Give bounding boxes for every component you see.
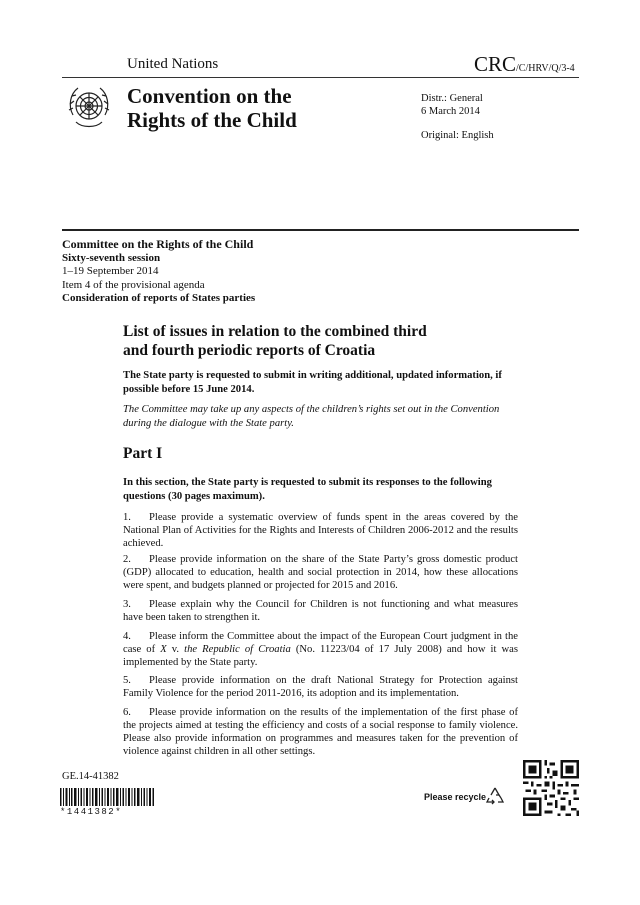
- session-dates: 1–19 September 2014: [62, 265, 159, 277]
- paragraph-5: [123, 674, 518, 700]
- agenda-item: Item 4 of the provisional agenda: [62, 278, 205, 291]
- distribution: Distr.: General: [421, 93, 483, 104]
- paragraph-number: 4.: [123, 631, 131, 642]
- original-language: Original: English: [421, 130, 494, 141]
- symbol-main: CRC: [474, 52, 517, 76]
- barcode-icon: [60, 788, 154, 806]
- paragraph-4: [123, 630, 518, 669]
- distribution-block: [421, 92, 483, 118]
- paragraph-number: 2.: [123, 554, 131, 565]
- paragraph-text: Please provide a systematic overview of funds spent in the areas covered by the National Plan of Activities for the Rights and Interests of Children 2006-2012 and the results achieved.: [123, 512, 518, 549]
- qr-code-icon: [523, 760, 579, 816]
- header-rule: [62, 77, 579, 78]
- submission-request: The State party is requested to submit in writing additional, updated information, if possible before 15 June 2014.: [123, 370, 502, 395]
- paragraph-text-before: Please inform the Committee about the impact of the European Court judgment in the case of: [123, 631, 518, 655]
- recycle-label: Please recycle: [424, 792, 487, 802]
- paragraph-text: Please provide information on the results of the implementation of the first phase of the projects aimed at testing the efficiency and costs of a social response to family violence. Please also provide information on programmes and measures taken for the prevention of violence against children in all other settings.: [123, 707, 518, 757]
- case-party-x: X: [160, 644, 167, 655]
- document-title: [123, 322, 543, 360]
- recycle-icon: [484, 785, 506, 807]
- convention-title: [127, 84, 297, 132]
- paragraph-number: 3.: [123, 599, 131, 610]
- document-symbol: [474, 52, 575, 77]
- issue-date: 6 March 2014: [421, 106, 480, 117]
- title-line2: and fourth periodic reports of Croatia: [123, 342, 376, 359]
- paragraph-text: Please provide information on the draft National Strategy for Protection against Family Violence for the period 2011-2016, its adoption and its implementation.: [123, 675, 518, 699]
- section-intro: In this section, the State party is requested to submit its responses to the following questions (30 pages maximum).: [123, 477, 492, 502]
- paragraph-3: [123, 598, 518, 624]
- section-rule: [62, 229, 579, 231]
- title-line1: List of issues in relation to the combined third: [123, 323, 427, 340]
- barcode-number: *1441382*: [60, 807, 123, 817]
- org-name: United Nations: [127, 56, 219, 72]
- paragraph-1: [123, 511, 518, 550]
- committee-note: The Committee may take up any aspects of the children’s rights set out in the Convention during the dialogue with the State party.: [123, 404, 500, 429]
- paragraph-6: [123, 706, 518, 758]
- symbol-suffix: /C/HRV/Q/3-4: [516, 63, 575, 74]
- case-versus: v.: [166, 644, 185, 655]
- committee-name: Committee on the Rights of the Child: [62, 237, 254, 251]
- part-heading: Part I: [123, 445, 163, 462]
- convention-title-line2: Rights of the Child: [127, 108, 297, 132]
- paragraph-number: 1.: [123, 512, 131, 523]
- document-code: GE.14-41382: [62, 771, 119, 782]
- committee-block: [62, 238, 255, 306]
- paragraph-text-after: (No. 11223/04 of 17 July 2008) and how it was implemented by the State party.: [123, 644, 518, 668]
- un-emblem-icon: [64, 82, 114, 132]
- session: Sixty-seventh session: [62, 251, 161, 264]
- paragraph-2: [123, 553, 518, 592]
- paragraph-text: Please provide information on the share of the State Party’s gross domestic product (GDP) allocated to education, health and social protection in 2014, how these allocations were spent, and budgets planned or projected for 2015 and 2016.: [123, 554, 518, 591]
- paragraph-text: Please explain why the Council for Children is not functioning and what measures have been taken to strengthen it.: [123, 599, 518, 623]
- paragraph-number: 6.: [123, 707, 131, 718]
- convention-title-line1: Convention on the: [127, 84, 292, 108]
- paragraph-number: 5.: [123, 675, 131, 686]
- case-name: the Republic of Croatia: [184, 644, 291, 655]
- consideration: Consideration of reports of States parties: [62, 292, 256, 304]
